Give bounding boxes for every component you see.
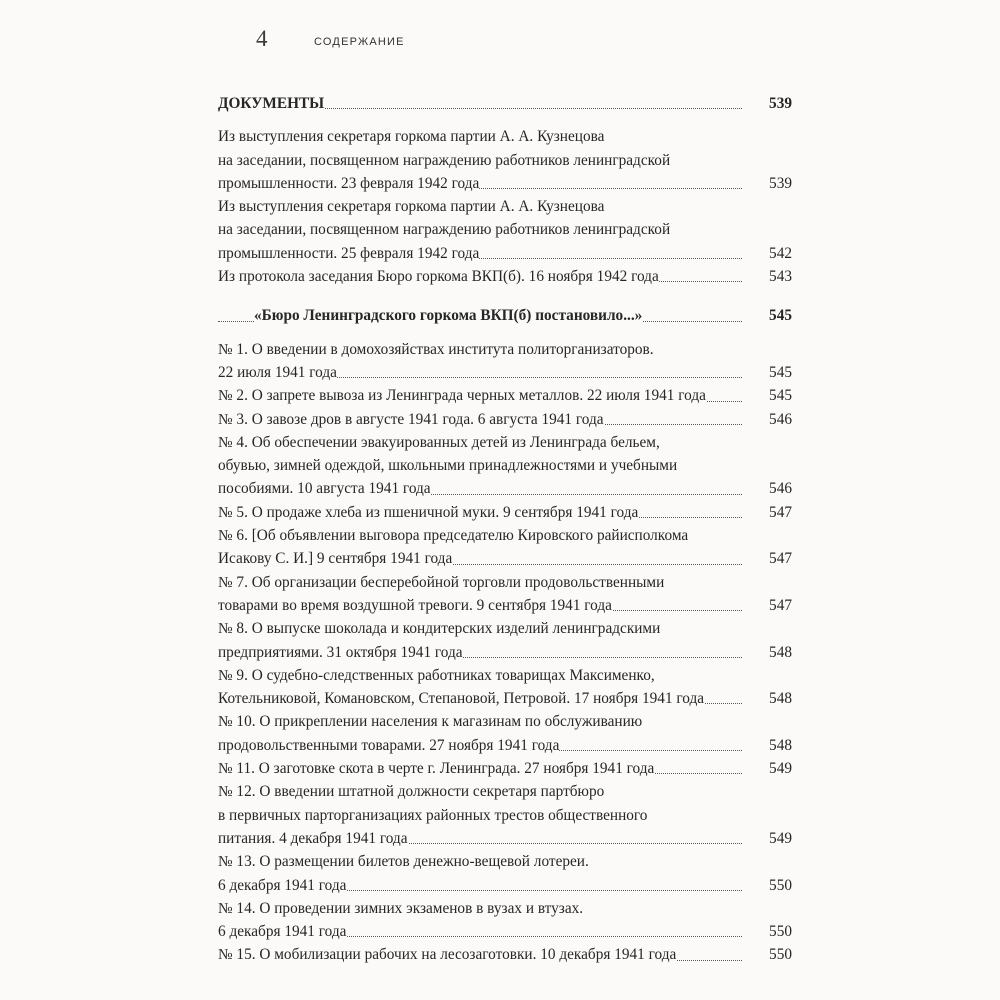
toc-entry-text: в первичных парторганизациях районных трестов общественного	[218, 806, 648, 824]
toc-entry-line	[218, 920, 792, 943]
toc-entry-text: № 14. О проведении зимних экзаменов в вузах и втузах.	[218, 899, 584, 917]
toc-page-number: 548	[752, 734, 792, 757]
toc-page-number: 539	[752, 92, 792, 115]
toc-entry-line	[218, 172, 792, 195]
toc-entry-text: предприятиями. 31 октября 1941 года	[218, 643, 463, 661]
toc-entry	[218, 338, 792, 385]
toc-entry	[218, 664, 792, 711]
toc-page-number: 547	[752, 547, 792, 570]
toc-entry	[218, 524, 792, 571]
toc-page-number: 550	[752, 943, 792, 966]
toc-entry-text: № 11. О заготовке скота в черте г. Ленинграда. 27 ноября 1941 года	[218, 760, 655, 778]
toc-entry-text: № 7. Об организации бесперебойной торговли продовольственными	[218, 573, 665, 591]
toc-entry-text: на заседании, посвященном награждению работников ленинградской	[218, 151, 671, 169]
toc-entry	[218, 125, 792, 195]
toc-page-number: 548	[752, 687, 792, 710]
toc-page-number: 549	[752, 757, 792, 780]
running-head-title: СОДЕРЖАНИЕ	[314, 36, 405, 48]
toc-entry-text: Котельниковой, Комановском, Степановой, Петровой. 17 ноября 1941 года	[218, 690, 705, 708]
page-number: 4	[256, 26, 268, 51]
toc-entry-text: промышленности. 25 февраля 1942 года	[218, 244, 480, 262]
toc-entry-text: № 12. О введении штатной должности секретаря партбюро	[218, 783, 605, 801]
toc-entry-text: Исакову С. И.] 9 сентября 1941 года	[218, 550, 453, 568]
toc-entry	[218, 195, 792, 265]
toc-page-number: 545	[752, 384, 792, 407]
toc-entry-line	[218, 92, 792, 115]
toc-entry-text: № 15. О мобилизации рабочих на лесозаготовки. 10 декабря 1941 года	[218, 946, 677, 964]
toc-entry-line	[218, 850, 792, 873]
toc-entry-text: промышленности. 23 февраля 1942 года	[218, 174, 480, 192]
toc-entry-line	[218, 501, 792, 524]
toc-entry-text: № 6. [Об объявлении выговора председателю Кировского райисполкома	[218, 527, 689, 545]
toc-entry-text: Из протокола заседания Бюро горкома ВКП(б). 16 ноября 1942 года	[218, 268, 659, 286]
toc-page-number: 548	[752, 641, 792, 664]
toc-page-number: 539	[752, 172, 792, 195]
toc-entry-text: на заседании, посвященном награждению работников ленинградской	[218, 221, 671, 239]
toc-entry-text: 22 июля 1941 года	[218, 363, 337, 381]
toc-entry-line	[218, 641, 792, 664]
toc-page-number: 550	[752, 920, 792, 943]
toc-entry-text: продовольственными товарами. 27 ноября 1941 года	[218, 736, 560, 754]
toc-entry-text: № 1. О введении в домохозяйствах института политорганизаторов.	[218, 340, 654, 358]
toc-entry-line	[218, 384, 792, 407]
toc-entry-line	[218, 125, 792, 148]
toc-entry	[218, 780, 792, 850]
toc-entry-text: № 5. О продаже хлеба из пшеничной муки. 9 сентября 1941 года	[218, 503, 639, 521]
toc-entry-line	[218, 687, 792, 710]
toc-entry-text: № 2. О запрете вывоза из Ленинграда черных металлов. 22 июля 1941 года	[218, 387, 706, 405]
toc-entry-text: Из выступления секретаря горкома партии А. А. Кузнецова	[218, 128, 605, 146]
toc-entry-text: 6 декабря 1941 года	[218, 876, 347, 894]
toc-section-heading	[218, 92, 792, 115]
toc-entry-text: № 10. О прикреплении населения к магазинам по обслуживанию	[218, 713, 643, 731]
toc-page-number: 549	[752, 827, 792, 850]
toc-page-number: 547	[752, 501, 792, 524]
toc-page-number: 545	[752, 304, 792, 327]
toc-entry-line	[218, 547, 792, 570]
toc-entry-line	[218, 757, 792, 780]
toc-entry-line	[218, 780, 792, 803]
toc-entry-line	[218, 804, 792, 827]
toc-entry	[218, 617, 792, 664]
toc-entry-text: 6 декабря 1941 года	[218, 923, 347, 941]
toc-entry	[218, 943, 792, 966]
toc-page-number: 543	[752, 265, 792, 288]
toc-entry-text: № 9. О судебно-следственных работниках товарищах Максименко,	[218, 666, 655, 684]
toc-page-number: 542	[752, 242, 792, 265]
toc-entry-text: № 3. О завозе дров в августе 1941 года. 6 августа 1941 года	[218, 410, 604, 428]
toc-entry-line	[218, 943, 792, 966]
toc-entry-text: ДОКУМЕНТЫ	[218, 95, 325, 112]
toc-entry-line	[218, 338, 792, 361]
toc-entry	[218, 757, 792, 780]
toc-page-number: 547	[752, 594, 792, 617]
toc-page-number: 550	[752, 874, 792, 897]
toc-entry	[218, 710, 792, 757]
toc-entry	[218, 408, 792, 431]
toc-entry-line	[218, 304, 792, 327]
toc-entry-line	[218, 454, 792, 477]
toc-page-number: 546	[752, 408, 792, 431]
toc-entry-line	[218, 265, 792, 288]
toc-entry	[218, 501, 792, 524]
toc-entry-line	[218, 734, 792, 757]
toc-entry-line	[218, 218, 792, 241]
toc-entry	[218, 850, 792, 897]
toc-entry-line	[218, 149, 792, 172]
toc-entry-text: пособиями. 10 августа 1941 года	[218, 480, 431, 498]
toc-entry	[218, 431, 792, 501]
toc-entry-line	[218, 594, 792, 617]
toc-entry-line	[218, 195, 792, 218]
toc-entry-line	[218, 664, 792, 687]
table-of-contents	[218, 92, 792, 967]
toc-entry	[218, 384, 792, 407]
toc-entry-text: «Бюро Ленинградского горкома ВКП(б) постановило...»	[254, 307, 643, 325]
toc-entry-text: обувью, зимней одеждой, школьными принадлежностями и учебными	[218, 457, 678, 475]
toc-entry-line	[218, 897, 792, 920]
toc-page-number: 546	[752, 477, 792, 500]
toc-entry-line	[218, 431, 792, 454]
toc-entry-line	[218, 242, 792, 265]
toc-entry-text: № 4. Об обеспечении эвакуированных детей из Ленинграда бельем,	[218, 433, 660, 451]
running-header	[246, 26, 806, 58]
toc-entry-text: товарами во время воздушной тревоги. 9 сентября 1941 года	[218, 596, 612, 614]
toc-section-heading	[218, 304, 792, 327]
toc-entry-line	[218, 361, 792, 384]
toc-page-number: 545	[752, 361, 792, 384]
toc-entry	[218, 265, 792, 288]
toc-entry	[218, 571, 792, 618]
toc-entry-line	[218, 477, 792, 500]
toc-entry-line	[218, 827, 792, 850]
toc-entry-text: питания. 4 декабря 1941 года	[218, 829, 408, 847]
toc-entry-line	[218, 571, 792, 594]
toc-entry-line	[218, 524, 792, 547]
toc-entry-line	[218, 874, 792, 897]
toc-entry-line	[218, 408, 792, 431]
toc-entry-text: № 13. О размещении билетов денежно-вещевой лотереи.	[218, 853, 589, 871]
toc-entry-text: № 8. О выпуске шоколада и кондитерских изделий ленинградскими	[218, 620, 661, 638]
toc-entry-line	[218, 710, 792, 733]
toc-entry-text: Из выступления секретаря горкома партии А. А. Кузнецова	[218, 198, 605, 216]
toc-entry-line	[218, 617, 792, 640]
toc-entry	[218, 897, 792, 944]
